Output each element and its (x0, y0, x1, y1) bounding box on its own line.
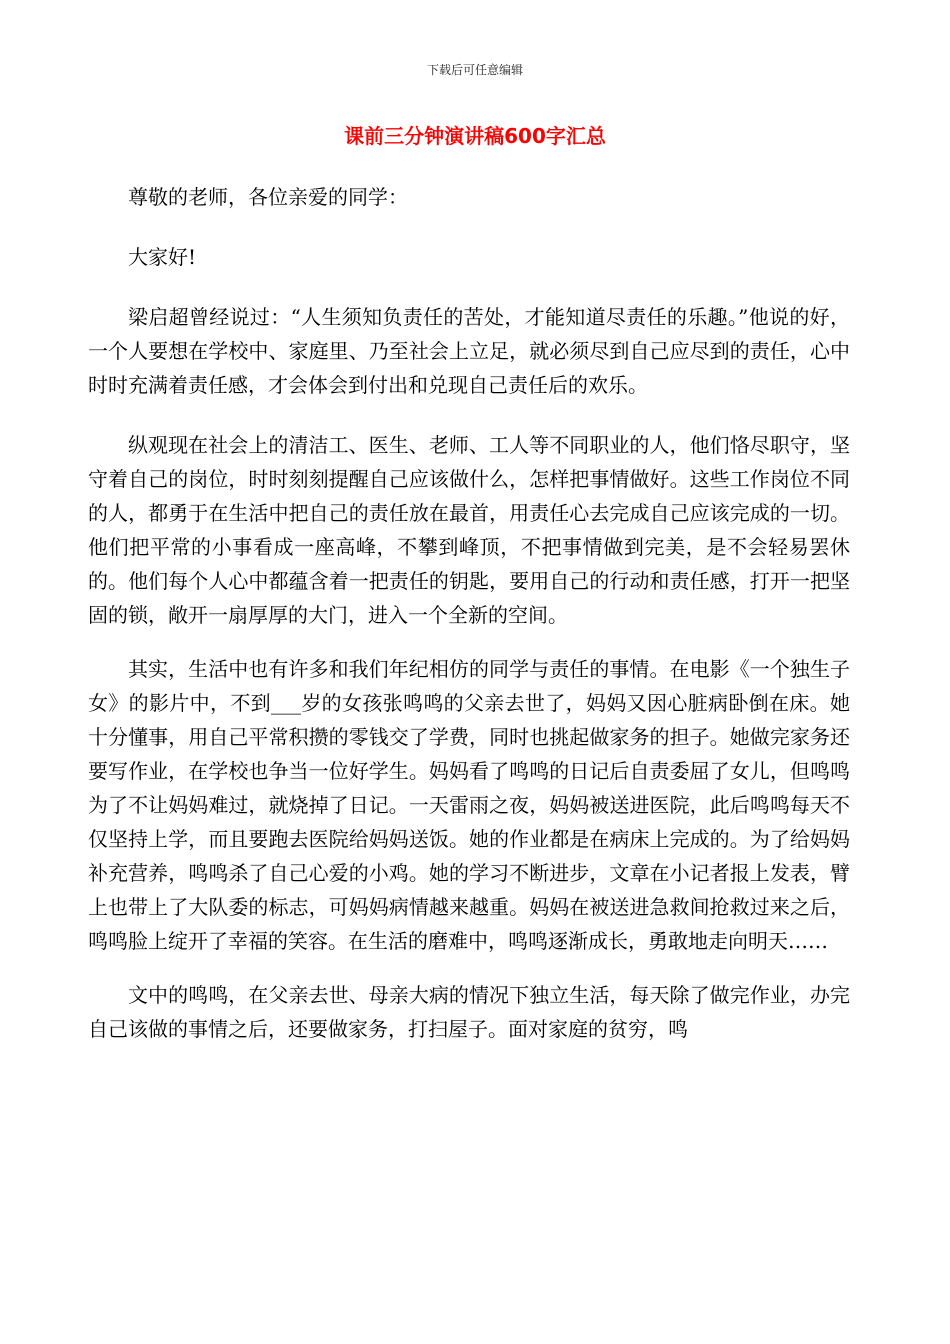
document-title: 课前三分钟演讲稿600字汇总 (344, 124, 606, 148)
paragraph-3: 其实，生活中也有许多和我们年纪相仿的同学与责任的事情。在电影《一个独生子女》的影片中，不到___岁的女孩张鸣鸣的父亲去世了，妈妈又因心脏病卧倒在床。她十分懂事，用自己平常积攒的零钱交了学费，同时也挑起做家务的担子。她做完家务还要写作业，在学校也争当一位好学生。妈妈看了鸣鸣的日记后自责委屈了女儿，但鸣鸣为了不让妈妈难过，就烧掉了日记。一天雷雨之夜，妈妈被送进医院，此后鸣鸣每天不仅坚持上学，而且要跑去医院给妈妈送饭。她的作业都是在病床上完成的。为了给妈妈补充营养，鸣鸣杀了自己心爱的小鸡。她的学习不断进步，文章在小记者报上发表，臂上也带上了大队委的标志，可妈妈病情越来越重。妈妈在被送进急救间抢救过来之后，鸣鸣脸上绽开了幸福的笑容。在生活的磨难中，鸣鸣逐渐成长，勇敢地走向明天…… (88, 657, 850, 953)
document-body (88, 180, 850, 1066)
header-note: 下载后可任意编辑 (426, 63, 523, 77)
greeting: 大家好! (128, 245, 197, 269)
salutation: 尊敬的老师，各位亲爱的同学： (128, 185, 408, 209)
paragraph-2: 纵观现在社会上的清洁工、医生、老师、工人等不同职业的人，他们恪尽职守，坚守着自己的岗位，时时刻刻提醒自己应该做什么，怎样把事情做好。这些工作岗位不同的人，都勇于在生活中把自己的责任放在最首，用责任心去完成自己应该完成的一切。他们把平常的小事看成一座高峰，不攀到峰顶，不把事情做到完美，是不会轻易罢休的。他们每个人心中都蕴含着一把责任的钥匙，要用自己的行动和责任感，打开一把坚固的锁，敞开一扇厚厚的大门，进入一个全新的空间。 (88, 433, 850, 627)
paragraph-4: 文中的鸣鸣，在父亲去世、母亲大病的情况下独立生活，每天除了做完作业，办完自己该做的事情之后，还要做家务，打扫屋子。面对家庭的贫穷，鸣 (88, 983, 850, 1041)
paragraph-1: 梁启超曾经说过：“人生须知负责任的苦处，才能知道尽责任的乐趣。”他说的好，一个人要想在学校中、家庭里、乃至社会上立足，就必须尽到自己应尽到的责任，心中时时充满着责任感，才会体会到付出和兑现自己责任后的欢乐。 (88, 305, 850, 397)
